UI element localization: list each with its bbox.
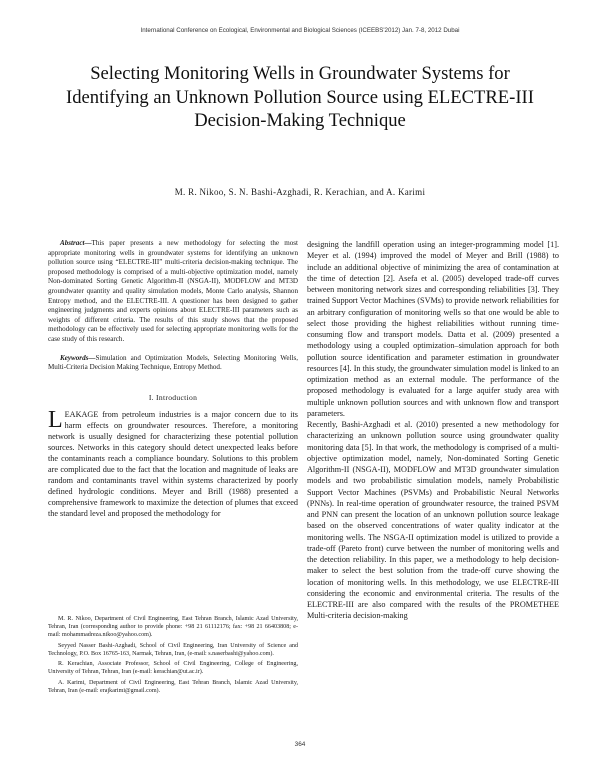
abstract-label: Abstract xyxy=(60,239,85,247)
body-paragraph-2: Recently, Bashi-Azghadi et al. (2010) presented a new methodology for characterizing an unknown pollution source using groundwater quality monitoring data [5]. In that work, the methodology is comprised of a multi-objective optimization model, namely, Non-dominated Sorting Genetic Algorithm-II (NSGA-II), MODFLOW and MT3D groundwater simulation models and two probabilistic simulation models, namely Probabilistic Support Vector Machines (PSVMs) and Probabilistic Neural Networks (PNNs). In real-time operation of groundwater resource, the trained PSVM and PNN can present the location of an unknown pollution source leakage based on the observed concentrations of water quality indicator at the monitoring wells. The NSGA-II optimization model is utilized to provide a trade-off (Pareto front) curve between the number of monitoring wells and the detection reliability. In this paper, we a methodology to help decision-maker to select the best solution from the trade-off curve showing the location of monitoring wells. In this methodology, we use ELECTRE-III considering the economic and environmental criteria. The results of the ELECTRE-III are also compared with the results of the PROMETHEE Multi-criteria decision-making xyxy=(307,420,559,621)
footnote-kerachian: R. Kerachian, Associate Professor, School of Civil Engineering, College of Engineering, University of Tehran, Tehran, Iran (e-mail: kerachian@ut.ac.ir). xyxy=(48,661,298,675)
abstract-text: This paper presents a new methodology for selecting the most appropriate monitoring wells in groundwater systems for identifying an unknown pollution source using “ELECTRE-III” multi-criteria decision-making technique. The proposed methodology is comprised of a multi-objective optimization model, namely Non-dominated Sorting Genetic Algorithm-II (NSGA-II), MODFLOW and MT3D groundwater quantity and quality simulation models, Monte Carlo analysis, Shannon Entropy method, and the ELECTRE-III. A questioner has been designed to gather engineering judgments and experts opinions about ELECTRE-III parameters such as weights of different criteria. The results of this study shows that the proposed methodology can be effectively used for selecting appropriate monitoring wells for the case study of this research. xyxy=(48,239,298,343)
abstract xyxy=(48,239,298,345)
keywords xyxy=(48,354,298,373)
introduction-paragraph xyxy=(48,406,298,519)
footnote-bashi-azghadi: Seyyed Nasser Bashi-Azghadi, School of Civil Engineering, Iran University of Science and Technology, P.O. Box 16765-163, Narmak, Tehran, Iran, (e-mail: s.naserbashi@yahoo.com). xyxy=(48,642,298,657)
drop-cap: L xyxy=(48,406,63,433)
introduction-text: EAKAGE from petroleum industries is a major concern due to its harm effects on groundwater resources. Therefore, a monitoring network is usually designed for characterizing these potential pollution sources. Networks in this category should detect unexpected leaks before the contaminants reach a compliance boundary. Solutions to this problem are complicated due to the fact that the location and magnitude of leaks are random and contaminants travel within systems characterized by poorly defined hydrologic conditions. Meyer and Brill (1988) presented a comprehensive framework to maximize the detection of plumes that exceed the standard level and proposed the methodology for xyxy=(48,409,298,518)
author-footnotes xyxy=(48,615,298,697)
keywords-text: Simulation and Optimization Models, Selecting Monitoring Wells, Multi-Criteria Decision Making Technique, Entropy Method. xyxy=(48,353,298,372)
keywords-label: Keywords xyxy=(60,353,89,362)
conference-header: International Conference on Ecological, Environmental and Biological Sciences (ICEEBS'2012) Jan. 7-8, 2012 Dubai xyxy=(140,27,460,34)
footnote-nikoo: M. R. Nikoo, Department of Civil Engineering, East Tehran Branch, Islamic Azad University, Tehran, Iran (corresponding author to provide phone: +98 21 61112176; fax: +98 21 66403808; e-mail: mohammadreza.nikoo@yahoo.com). xyxy=(48,616,298,638)
left-column xyxy=(48,239,298,519)
abstract-dash: — xyxy=(84,239,92,247)
right-column xyxy=(307,239,559,622)
page-number: 364 xyxy=(294,741,306,748)
section-heading-introduction: I. Introduction xyxy=(148,392,198,402)
paper-title: Selecting Monitoring Wells in Groundwater Systems for Identifying an Unknown Pollution Source using ELECTRE-III Decision-Making Technique xyxy=(66,63,534,132)
author-list: M. R. Nikoo, S. N. Bashi-Azghadi, R. Kerachian, and A. Karimi xyxy=(174,187,426,197)
body-paragraph-1: designing the landfill operation using an integer-programming model [1]. Meyer et al. (1994) improved the model of Meyer and Brill (1988) to include an additional objective of minimizing the area of contamination at the time of detection [2]. Asefa et al. (2005) developed trade-off curves between monitoring network sizes and corresponding reliabilities [3]. They trained Support Vector Machines (SVMs) to provide network reliabilities for an arbitrary configuration of monitoring wells so that one would be able to select those providing the highest reliabilities without running time-consuming flow and transport models. Datta et al. (2009) presented a methodology using a coupled optimization–simulation approach for both pollution source identification and parameter estimation in groundwater resources [4]. In this study, the groundwater simulation model is linked to an optimization method as an external module. The performance of the proposed methodology is evaluated for a large aquifer study area with multiple unknown pollution sources and with unknown flow and transport parameters. xyxy=(307,240,559,418)
keywords-dash: — xyxy=(88,353,96,362)
footnote-karimi: A. Karimi, Department of Civil Engineering, East Tehran Branch, Islamic Azad University, Tehran, Iran (e-mail: erajkarimi@gmail.com). xyxy=(48,679,298,694)
